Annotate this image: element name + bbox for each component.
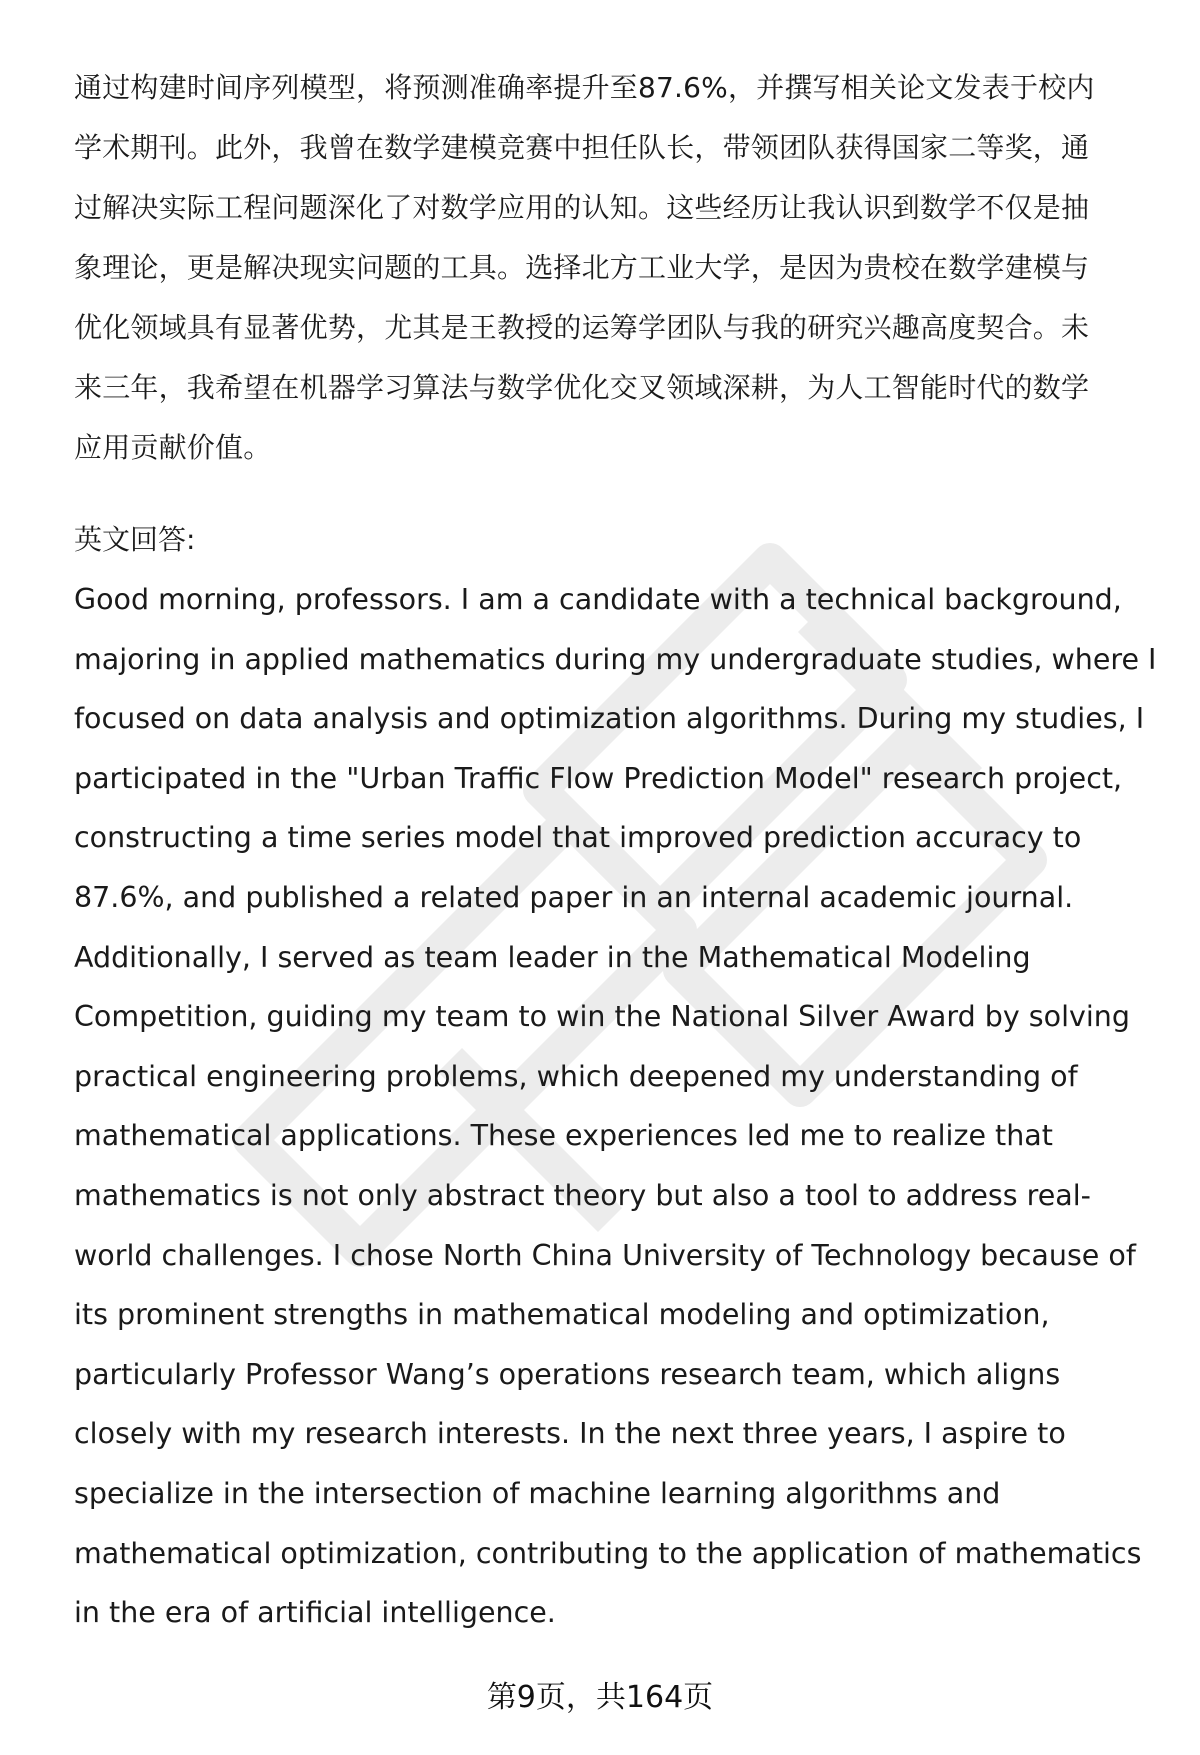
chinese-line: 优化领域具有显著优势，尤其是王教授的运筹学团队与我的研究兴趣高度契合。未 xyxy=(74,311,1090,344)
english-answer-paragraph xyxy=(74,570,1157,1643)
english-line: Competition, guiding my team to win the National Silver Award by solving xyxy=(74,1000,1130,1034)
english-line: constructing a time series model that improved prediction accuracy to xyxy=(74,821,1082,855)
chinese-answer-paragraph xyxy=(74,58,1154,478)
chinese-line: 学术期刊。此外，我曾在数学建模竞赛中担任队长，带领团队获得国家二等奖，通 xyxy=(74,131,1090,164)
english-line: specialize in the intersection of machine learning algorithms and xyxy=(74,1476,1001,1510)
english-line: Additionally, I served as team leader in the Mathematical Modeling xyxy=(74,940,1031,974)
english-line: participated in the "Urban Traffic Flow Prediction Model" research project, xyxy=(74,761,1123,795)
english-line: particularly Professor Wang’s operations research team, which aligns xyxy=(74,1357,1061,1391)
main-content xyxy=(74,58,1157,1643)
english-answer-label: 英文回答: xyxy=(74,523,196,556)
chinese-line: 通过构建时间序列模型，将预测准确率提升至87.6%，并撰写相关论文发表于校内 xyxy=(74,71,1095,104)
english-line: mathematical applications. These experiences led me to realize that xyxy=(74,1119,1053,1153)
chinese-line: 来三年，我希望在机器学习算法与数学优化交叉领域深耕，为人工智能时代的数学 xyxy=(74,371,1090,404)
english-line: practical engineering problems, which deepened my understanding of xyxy=(74,1059,1078,1093)
english-line: world challenges. I chose North China University of Technology because of xyxy=(74,1238,1136,1272)
english-line: mathematical optimization, contributing to the application of mathematics xyxy=(74,1536,1142,1570)
chinese-line: 象理论，更是解决现实问题的工具。选择北方工业大学，是因为贵校在数学建模与 xyxy=(74,251,1090,284)
english-line: Good morning, professors. I am a candidate with a technical background, xyxy=(74,583,1122,616)
english-line: majoring in applied mathematics during my undergraduate studies, where I xyxy=(74,642,1157,676)
english-line: focused on data analysis and optimization algorithms. During my studies, I xyxy=(74,702,1145,736)
page-number-footer: 第9页，共164页 xyxy=(486,1680,714,1715)
english-line: its prominent strengths in mathematical modeling and optimization, xyxy=(74,1298,1050,1332)
english-line: in the era of artificial intelligence. xyxy=(74,1596,556,1630)
chinese-line: 过解决实际工程问题深化了对数学应用的认知。这些经历让我认识到数学不仅是抽 xyxy=(74,191,1090,224)
english-line: mathematics is not only abstract theory but also a tool to address real- xyxy=(74,1178,1091,1212)
english-line: 87.6%, and published a related paper in an internal academic journal. xyxy=(74,880,1074,914)
chinese-line: 应用贡献价值。 xyxy=(74,431,272,464)
english-line: closely with my research interests. In the next three years, I aspire to xyxy=(74,1417,1066,1451)
